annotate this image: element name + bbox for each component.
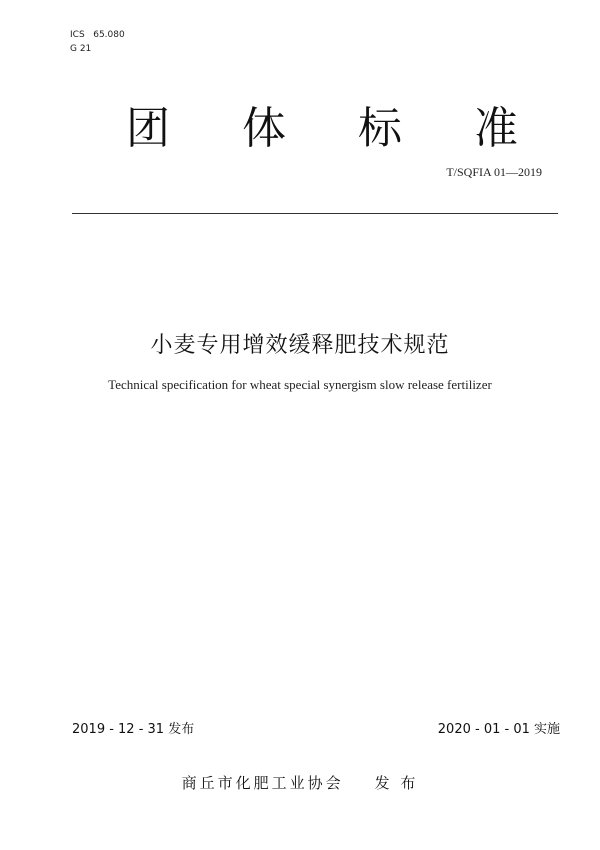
doc-type-char: 标: [358, 103, 402, 154]
doc-type-char: 团: [126, 103, 170, 154]
header-divider: [72, 213, 558, 214]
title-chinese: 小麦专用增效缓释肥技术规范: [150, 333, 450, 358]
doc-type-char: 准: [474, 103, 518, 154]
issue-date: 2019 - 12 - 31 发布: [72, 722, 195, 737]
ics-code: ICS 65.080: [70, 30, 125, 40]
issuing-organization: 商丘市化肥工业协会 发 布: [181, 774, 419, 792]
title-english: Technical specification for wheat special synergism slow release fertilizer: [108, 377, 492, 392]
ccs-code: G 21: [70, 44, 92, 54]
effective-date: 2020 - 01 - 01 实施: [437, 722, 560, 737]
document-type-heading: [122, 103, 522, 155]
standard-number: T/SQFIA 01—2019: [446, 165, 542, 179]
doc-type-char: 体: [242, 103, 286, 154]
classification-codes: [70, 28, 125, 56]
